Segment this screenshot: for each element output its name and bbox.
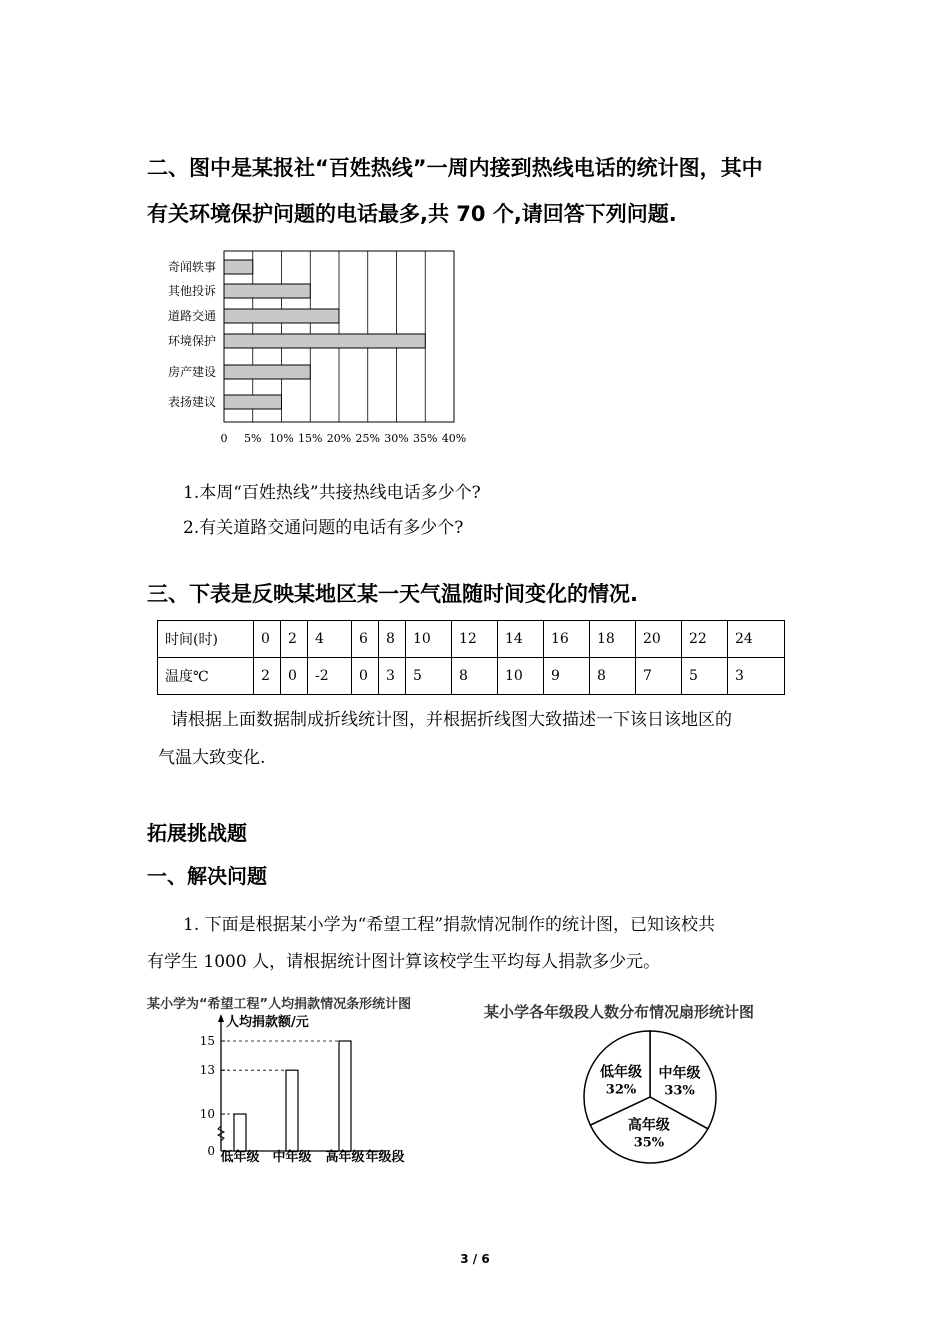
hbar-tick-label: 30% [384, 432, 409, 445]
hbar-bar [224, 284, 310, 298]
table-cell: 9 [544, 658, 590, 695]
table-cell: 3 [728, 658, 785, 695]
table-cell: 24 [728, 621, 785, 658]
section2-line1: 二、图中是某报社“百姓热线”一周内接到热线电话的统计图，其中 [147, 156, 763, 180]
donation-y-tick: 15 [199, 1034, 215, 1048]
table-row-temp [158, 658, 785, 695]
hbar-category-label: 表扬建议 [167, 395, 216, 409]
table-cell: 7 [636, 658, 682, 695]
extension-para-line2: 有学生 1000 人，请根据统计图计算该校学生平均每人捐款多少元。 [147, 952, 661, 972]
hotline-bar-chart [150, 245, 480, 450]
donation-category-label: 低年级 [220, 1150, 260, 1165]
table-row-time [158, 621, 785, 658]
table-cell: -2 [308, 658, 352, 695]
instruction-line1: 请根据上面数据制成折线统计图，并根据折线图大致描述一下该日该地区的 [171, 710, 732, 730]
pie-label: 高年级 [627, 1117, 670, 1134]
hbar-category-label: 道路交通 [167, 309, 216, 323]
pie-label: 低年级 [600, 1064, 643, 1081]
table-cell: 10 [406, 621, 452, 658]
table-cell: 0 [254, 621, 281, 658]
hbar-tick-label: 0 [220, 432, 228, 445]
table-cell: 8 [452, 658, 498, 695]
section2-line2: 有关环境保护问题的电话最多,共 70 个,请回答下列问题. [147, 202, 677, 226]
table-cell: 22 [682, 621, 728, 658]
donation-y-tick: 10 [199, 1107, 215, 1121]
table-cell: 8 [379, 621, 406, 658]
donation-y-tick: 13 [199, 1063, 215, 1078]
hbar-tick-label: 10% [269, 432, 294, 445]
pie-label: 中年级 [658, 1065, 701, 1082]
table-cell: 0 [281, 658, 308, 695]
table-cell: 20 [636, 621, 682, 658]
table-cell: 5 [682, 658, 728, 695]
extension-subtitle: 一、解决问题 [147, 864, 267, 888]
table-cell: 4 [308, 621, 352, 658]
row-label-temp: 温度℃ [158, 658, 254, 695]
donation-bar-chart [190, 1012, 430, 1172]
table-cell: 10 [498, 658, 544, 695]
donation-x-label: 年级段 [365, 1150, 405, 1165]
hbar-bar [224, 365, 310, 379]
hbar-tick-label: 40% [441, 432, 467, 445]
hbar-category-label: 房产建设 [167, 365, 216, 379]
table-cell: 5 [406, 658, 452, 695]
hbar-tick-label: 5% [244, 432, 262, 445]
section3-title: 三、下表是反映某地区某一天气温随时间变化的情况. [147, 582, 638, 606]
donation-category-labels [220, 1149, 364, 1165]
y-arrow-icon [218, 1014, 224, 1022]
pie-value-label: 35% [633, 1135, 665, 1151]
hbar-tick-label: 35% [413, 432, 438, 445]
question-2: 2.有关道路交通问题的电话有多少个? [183, 518, 464, 538]
instruction-line2: 气温大致变化. [158, 748, 266, 768]
pie-chart-title: 某小学各年级段人数分布情况扇形统计图 [484, 1003, 755, 1021]
row-label-time: 时间(时) [158, 621, 254, 658]
hbar-bar [224, 395, 282, 409]
table-cell: 3 [379, 658, 406, 695]
donation-bar [234, 1114, 246, 1151]
table-cell: 2 [254, 658, 281, 695]
donation-chart-title: 某小学为“希望工程”人均捐款情况条形统计图 [147, 997, 412, 1012]
table-cell: 2 [281, 621, 308, 658]
pie-value-label: 32% [605, 1082, 637, 1098]
donation-bar [339, 1041, 351, 1151]
donation-y-label: 人均捐款额/元 [226, 1015, 309, 1030]
table-cell: 16 [544, 621, 590, 658]
hbar-tick-label: 20% [326, 432, 352, 445]
table-cell: 6 [352, 621, 379, 658]
hbar-category-labels [168, 259, 216, 409]
question-1: 1.本周“百姓热线”共接热线电话多少个? [183, 483, 481, 503]
donation-category-label: 中年级 [272, 1150, 312, 1165]
table-cell: 12 [452, 621, 498, 658]
hbar-tick-labels [221, 432, 467, 445]
hbar-bar [224, 309, 339, 323]
hbar-category-label: 环境保护 [167, 334, 216, 348]
hbar-bar [224, 334, 425, 348]
table-cell: 14 [498, 621, 544, 658]
donation-bars [221, 1041, 351, 1151]
extension-para-line1: 1. 下面是根据某小学为“希望工程”捐款情况制作的统计图，已知该校共 [183, 915, 716, 935]
hbar-bar [224, 260, 253, 274]
donation-bar [286, 1070, 298, 1151]
page-number: 3 / 6 [460, 1252, 490, 1266]
hbar-category-label: 其他投诉 [167, 284, 216, 298]
pie-value-label: 33% [664, 1083, 695, 1099]
donation-category-label: 高年级 [325, 1150, 365, 1165]
table-cell: 0 [352, 658, 379, 695]
table-cell: 18 [590, 621, 636, 658]
hbar-bars [224, 260, 425, 409]
hbar-tick-label: 15% [298, 432, 323, 445]
hbar-category-label: 奇闻轶事 [167, 260, 216, 274]
hbar-tick-label: 25% [355, 432, 380, 445]
table-cell: 8 [590, 658, 636, 695]
grade-pie-chart [570, 1025, 730, 1170]
temperature-table [157, 620, 785, 695]
extension-title: 拓展挑战题 [147, 821, 247, 845]
donation-y-tick: 0 [207, 1144, 215, 1158]
